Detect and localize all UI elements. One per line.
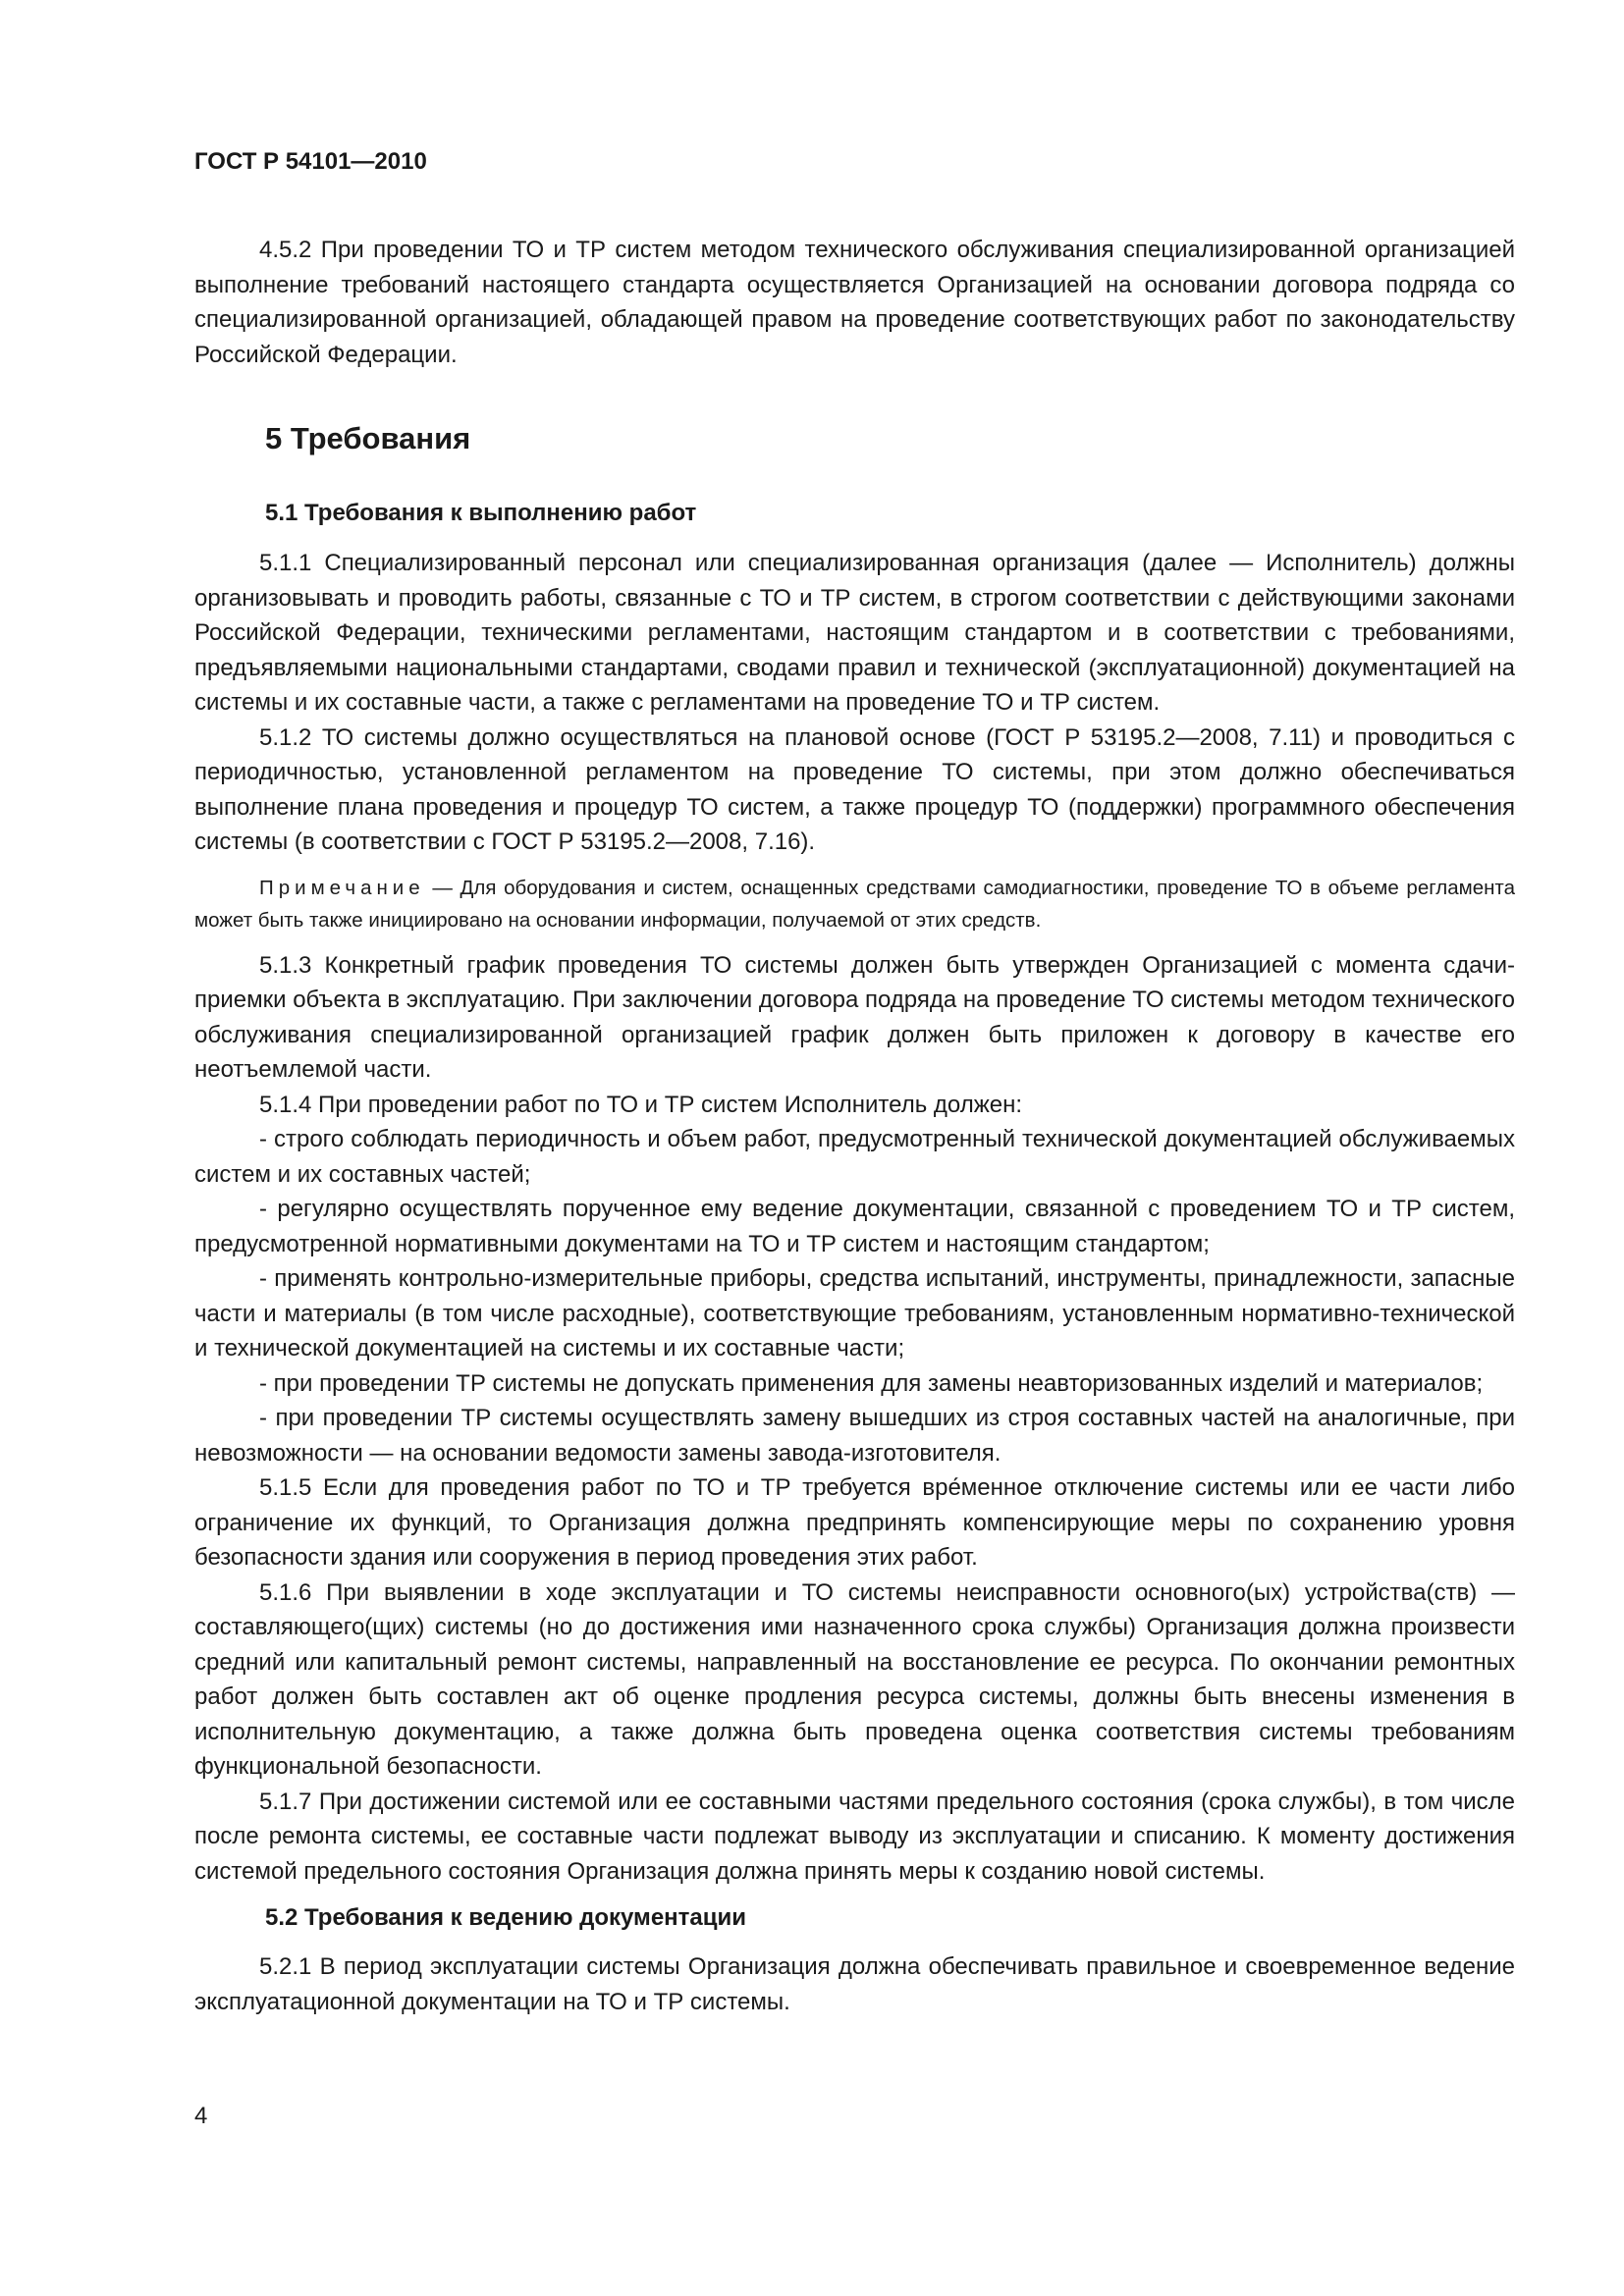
list-item-5-1-4-1: - строго соблюдать периодичность и объем работ, предусмотренный технической документацией обслуживаемых систем и их составных частей; xyxy=(194,1126,1515,1188)
note xyxy=(194,872,1515,936)
list-item-5-1-4-2: - регулярно осуществлять порученное ему ведение документации, связанной с проведением ТО и ТР систем, предусмотренной нормативными документами на ТО и ТР систем и настоящим стандартом; xyxy=(194,1196,1515,1257)
paragraph-5-1-2: 5.1.2 ТО системы должно осуществляться на плановой основе (ГОСТ Р 53195.2—2008, 7.11) и проводиться с периодичностью, установленной регламентом на проведение ТО системы, при этом должно обеспечиваться выполнение плана проведения и процедур ТО систем, а также процедур ТО (поддержки) программного обеспечения системы (в соответствии с ГОСТ Р 53195.2—2008, 7.16). xyxy=(194,723,1515,855)
paragraph-4-5-2: 4.5.2 При проведении ТО и ТР систем методом технического обслуживания специализированной организацией выполнение требований настоящего стандарта осуществляется Организацией на основании договора подряда со специализированной организацией, обладающей правом на проведение соответствующих работ по законодательству Российской Федерации. xyxy=(194,237,1515,368)
note-label: Примечание xyxy=(259,876,425,899)
subsection-5-1-title: 5.1 Требования к выполнению работ xyxy=(265,500,697,526)
paragraph-5-1-4: 5.1.4 При проведении работ по ТО и ТР систем Исполнитель должен: xyxy=(259,1091,1023,1118)
paragraph-5-1-1: 5.1.1 Специализированный персонал или специализированная организация (далее — Исполнитель) должны организовывать и проводить работы, связанные с ТО и ТР систем, в строгом соответствии с действующими законами Российской Федерации, техническими регламентами, настоящим стандартом и в соответствии с требованиями, предъявляемыми национальными стандартами, сводами правил и технической (эксплуатационной) документацией на системы и их составные части, а также с регламентами на проведение ТО и ТР систем. xyxy=(194,550,1515,716)
document-code-header: ГОСТ Р 54101—2010 xyxy=(194,148,427,175)
subsection-5-2-title: 5.2 Требования к ведению документации xyxy=(265,1904,747,1931)
paragraph-5-2-1: 5.2.1 В период эксплуатации системы Организация должна обеспечивать правильное и своевременное ведение эксплуатационной документации на ТО и ТР системы. xyxy=(194,1953,1515,2015)
document-page xyxy=(194,147,1515,2019)
paragraph-5-1-5: 5.1.5 Если для проведения работ по ТО и ТР требуется вре́менное отключение системы или ее части либо ограничение их функций, то Организация должна предпринять компенсирующие меры по сохранению уровня безопасности здания или сооружения в период проведения этих работ. xyxy=(194,1474,1515,1571)
paragraph-5-1-6: 5.1.6 При выявлении в ходе эксплуатации и ТО системы неисправности основного(ых) устройства(ств) — составляющего(щих) системы (но до достижения ими назначенного срока службы) Организация должна произвести средний или капитальный ремонт системы, направленный на восстановление ее ресурса. По окончании ремонтных работ должен быть составлен акт об оценке продления ресурса системы, должны быть внесены изменения в исполнительную документацию, а также должна быть проведена оценка соответствия системы требованиям функциональной безопасности. xyxy=(194,1578,1515,1780)
note-text: — Для оборудования и систем, оснащенных средствами самодиагностики, проведение ТО в объеме регламента может быть также инициировано на основании информации, получаемой от этих средств. xyxy=(194,876,1515,932)
page-number: 4 xyxy=(194,2103,208,2129)
section-5-title: 5 Требования xyxy=(265,421,471,455)
list-item-5-1-4-4: - при проведении ТР системы не допускать применения для замены неавторизованных изделий и материалов; xyxy=(259,1369,1484,1397)
paragraph-5-1-7: 5.1.7 При достижении системой или ее составными частями предельного состояния (срока службы), в том числе после ремонта системы, ее составные части подлежат выводу из эксплуатации и списанию. К моменту достижения системой предельного состояния Организация должна принять меры к созданию новой системы. xyxy=(194,1788,1515,1885)
list-item-5-1-4-3: - применять контрольно-измерительные приборы, средства испытаний, инструменты, принадлежности, запасные части и материалы (в том числе расходные), соответствующие требованиям, установленным нормативно-технической и технической документацией на системы и их составные части; xyxy=(194,1265,1515,1362)
list-item-5-1-4-5: - при проведении ТР системы осуществлять замену вышедших из строя составных частей на аналогичные, при невозможности — на основании ведомости замены завода-изготовителя. xyxy=(194,1405,1515,1467)
paragraph-5-1-3: 5.1.3 Конкретный график проведения ТО системы должен быть утвержден Организацией с момента сдачи-приемки объекта в эксплуатацию. При заключении договора подряда на проведение ТО системы методом технического обслуживания специализированной организацией график должен быть приложен к договору в качестве его неотъемлемой части. xyxy=(194,951,1515,1083)
